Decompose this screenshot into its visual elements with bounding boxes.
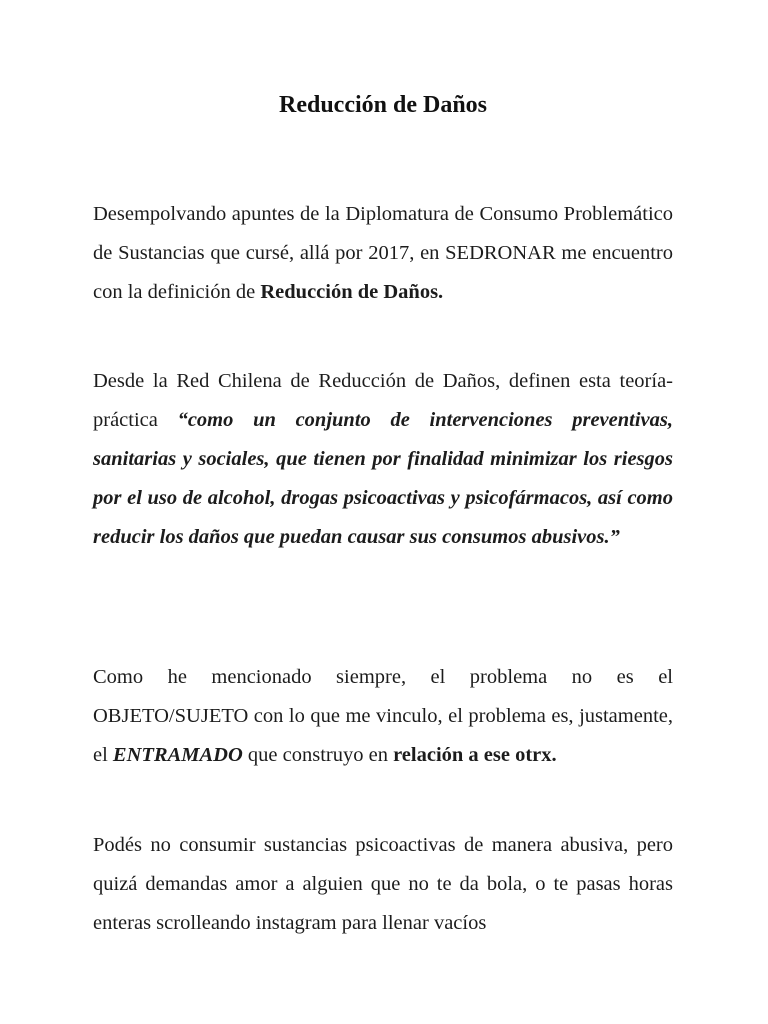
paragraph-consumo [93,826,673,943]
document-title: Reducción de Daños [278,92,488,118]
paragraph-3-bold: relación a ese otrx. [393,744,557,766]
paragraph-3-emphasis: ENTRAMADO [112,744,243,766]
paragraph-1-bold: Reducción de Daños. [260,281,444,303]
paragraph-entramado [93,658,673,775]
paragraph-3-text-b: que construyo en [242,744,394,766]
paragraph-2-quote: “como un conjunto de intervenciones preventivas, sanitarias y sociales, que tienen por finalidad minimizar los riesgos por el uso de alcohol, drogas psicoactivas y psicofármacos, así como reducir los daños que puedan causar sus consumos abusivos.” [93,409,673,548]
paragraph-3-text-a: Como he mencionado siempre, el problema no es el OBJETO/SUJETO con lo que me vinculo, el problema es, justamente, el [93,666,673,766]
paragraph-4-text: Podés no consumir sustancias psicoactivas de manera abusiva, pero quizá demandas amor a alguien que no te da bola, o te pasas horas enteras scrolleando instagram para llenar vacíos [93,834,673,934]
paragraph-2-text: Desde la Red Chilena de Reducción de Daños, definen esta teoría-práctica [93,370,673,431]
paragraph-red-chilena [93,362,673,557]
paragraph-sedronar [93,195,673,312]
paragraph-1-text: Desempolvando apuntes de la Diplomatura de Consumo Problemático de Sustancias que cursé, allá por 2017, en SEDRONAR me encuentro con la definición de [93,203,673,303]
